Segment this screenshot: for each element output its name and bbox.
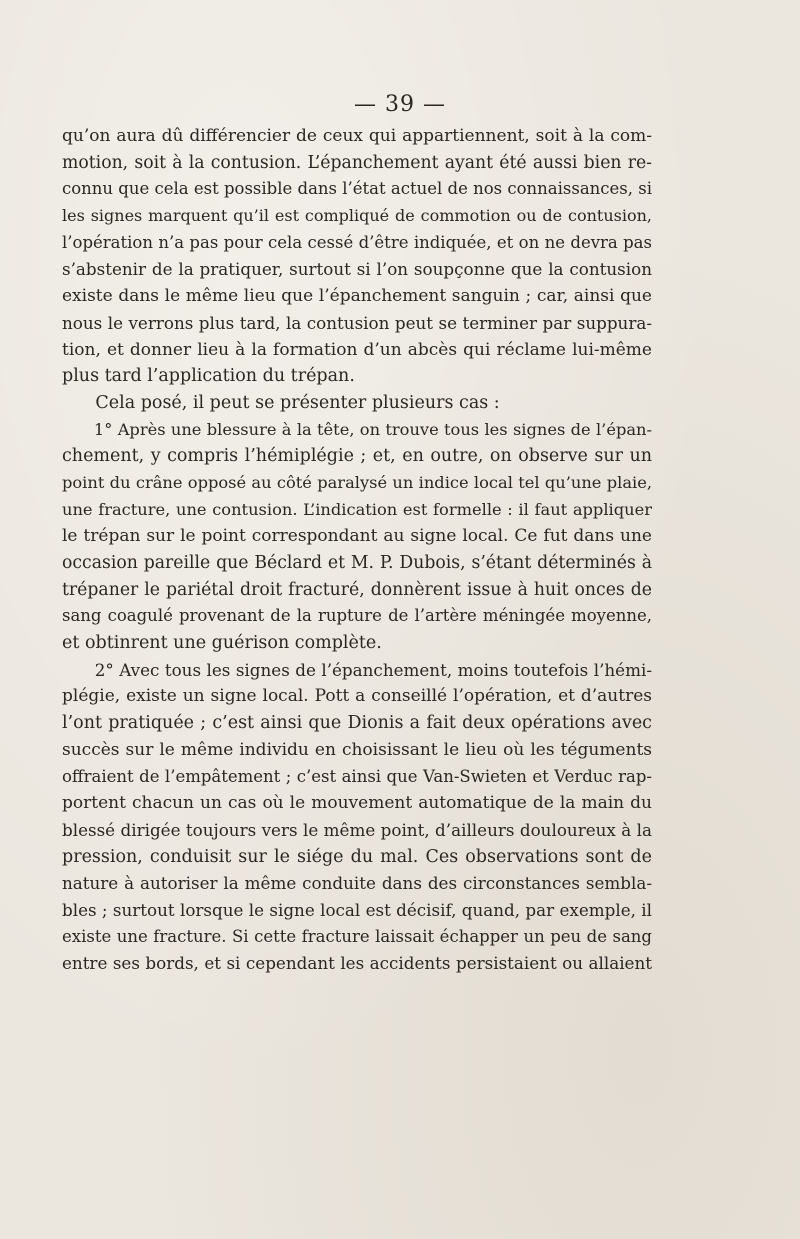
text-line: motion, soit à la contusion. L’épanchement ayant été aussi bien re-	[62, 152, 652, 173]
body-text	[62, 123, 652, 977]
text-line: une fracture, une contusion. L’indication est formelle : il faut appliquer	[62, 499, 652, 519]
text-line: blessé dirigée toujours vers le même point, d’ailleurs douloureux à la	[62, 819, 652, 840]
text-line: entre ses bords, et si cependant les accidents persistaient ou allaient	[62, 953, 652, 974]
text-line: l’ont pratiquée ; c’est ainsi que Dionis a fait deux opérations avec	[62, 713, 652, 734]
text-line: 2° Avec tous les signes de l’épanchement, moins toutefois l’hémi-	[62, 659, 652, 680]
text-line: s’abstenir de la pratiquer, surtout si l’on soupçonne que la contusion	[62, 259, 652, 280]
text-line: existe dans le même lieu que l’épanchement sanguin ; car, ainsi que	[62, 286, 652, 307]
text-line: existe une fracture. Si cette fracture laissait échapper un peu de sang	[62, 926, 652, 946]
text-line: sang coagulé provenant de la rupture de l’artère méningée moyenne,	[62, 606, 652, 626]
text-line: nous le verrons plus tard, la contusion peut se terminer par suppura-	[62, 312, 652, 333]
text-line: le trépan sur le point correspondant au signe local. Ce fut dans une	[62, 526, 652, 547]
text-line: occasion pareille que Béclard et M. P. Dubois, s’étant déterminés à	[62, 553, 652, 573]
text-line: et obtinrent une guérison complète.	[62, 633, 382, 654]
text-line: portent chacun un cas où le mouvement automatique de la main du	[62, 793, 652, 814]
text-line: connu que cela est possible dans l’état actuel de nos connaissances, si	[62, 179, 653, 199]
text-line: 1° Après une blessure à la tête, on trouve tous les signes de l’épan-	[62, 419, 652, 439]
text-line: qu’on aura dû différencier de ceux qui appartiennent, soit à la com-	[62, 126, 652, 146]
text-line: l’opération n’a pas pour cela cessé d’être indiquée, et on ne devra pas	[62, 232, 652, 252]
page-number: — 39 —	[354, 92, 446, 117]
text-line: nature à autoriser la même conduite dans des circonstances sembla-	[62, 873, 652, 894]
text-line: chement, y compris l’hémiplégie ; et, en outre, on observe sur un	[62, 446, 652, 467]
text-line: Cela posé, il peut se présenter plusieurs cas :	[62, 392, 500, 413]
text-line: offraient de l’empâtement ; c’est ainsi que Van-Swieten et Verduc rap-	[62, 766, 652, 786]
text-line: les signes marquent qu’il est compliqué de commotion ou de contusion,	[62, 206, 652, 226]
text-line: tion, et donner lieu à la formation d’un abcès qui réclame lui-même	[62, 339, 652, 360]
text-line: plus tard l’application du trépan.	[62, 366, 355, 387]
text-line: plégie, existe un signe local. Pott a conseillé l’opération, et d’autres	[62, 686, 652, 707]
text-line: bles ; surtout lorsque le signe local est décisif, quand, par exemple, il	[62, 899, 652, 920]
text-line: trépaner le pariétal droit fracturé, donnèrent issue à huit onces de	[62, 579, 652, 600]
text-line: point du crâne opposé au côté paralysé un indice local tel qu’une plaie,	[62, 472, 652, 492]
text-line: pression, conduisit sur le siége du mal. Ces observations sont de	[62, 846, 652, 867]
text-line: succès sur le même individu en choisissant le lieu où les téguments	[62, 739, 652, 760]
